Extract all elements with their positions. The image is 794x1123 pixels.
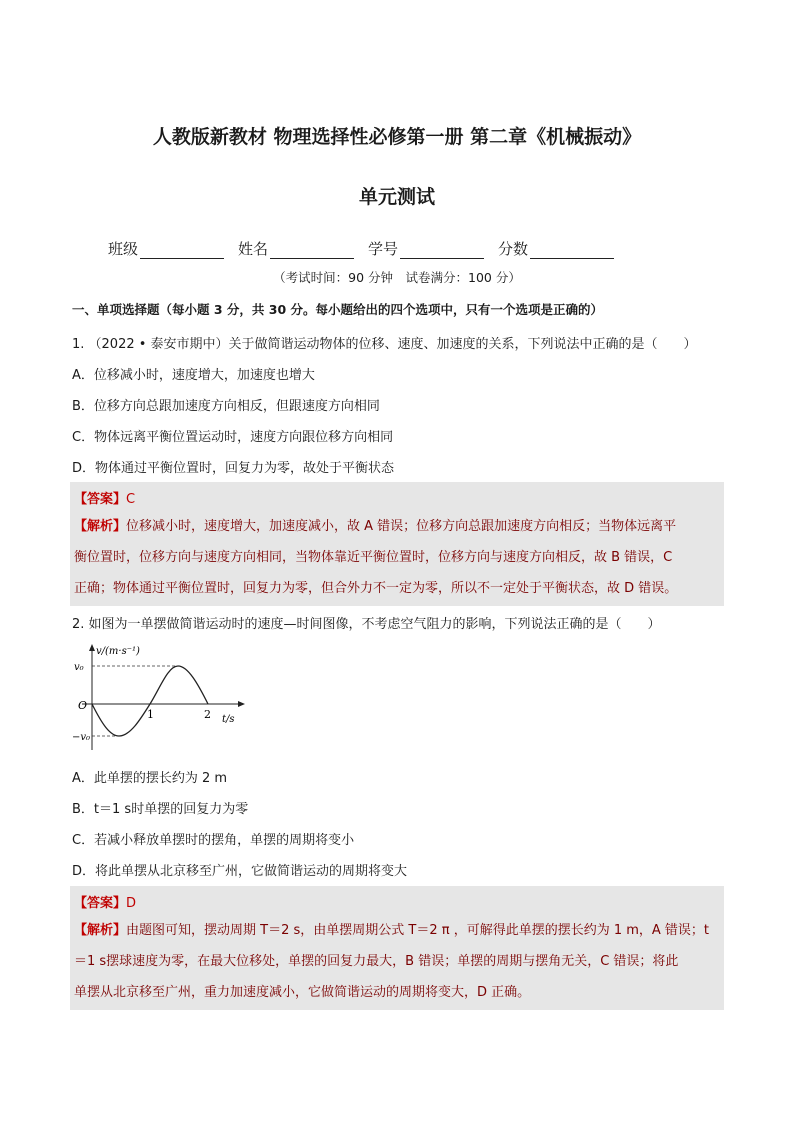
- v-axis-arrow-icon: [89, 644, 95, 651]
- tick-2-label: 2: [204, 708, 211, 721]
- score-field[interactable]: 分数: [498, 238, 614, 259]
- question-1-stem: 1. （2022 • 泰安市期中）关于做简谐运动物体的位移、速度、加速度的关系，下列说法中正确的是（ ）: [72, 337, 697, 352]
- question-1-analysis: 【解析】位移减小时，速度增大，加速度减小，故 A 错误；位移方向总跟加速度方向相反；当物体远离平 衡位置时，位移方向与速度方向相同，当物体靠近平衡位置时，位移方向与速度方向相反，故 B 错误，C 正确；物体通过平衡位置时，回复力为零，但合外力不一定为零，所以不一定处于平衡状态，故 D 错误。: [74, 519, 678, 596]
- question-2-stem: 2. 如图为一单摆做简谐运动时的速度—时间图像，不考虑空气阻力的影响，下列说法正确的是（ ）: [72, 617, 661, 632]
- question-1-answer-box: [70, 482, 724, 606]
- exam-info: （考试时间：90 分钟 试卷满分：100 分）: [273, 270, 521, 285]
- id-blank[interactable]: [400, 242, 484, 259]
- document-title: 人教版新教材 物理选择性必修第一册 第二章《机械振动》: [152, 126, 642, 148]
- question-1-answer: 【答案】C: [74, 492, 136, 507]
- t-axis-label: t/s: [222, 714, 235, 725]
- question-1-option-a: A．位移减小时，速度增大，加速度也增大: [72, 368, 315, 383]
- id-field[interactable]: 学号: [368, 238, 484, 259]
- document-subtitle: 单元测试: [358, 186, 435, 208]
- question-2-option-d: D．将此单摆从北京移至广州，它做简谐运动的周期将变大: [72, 864, 408, 879]
- name-field[interactable]: 姓名: [238, 238, 354, 259]
- question-1-option-b: B．位移方向总跟加速度方向相反，但跟速度方向相同: [72, 399, 380, 414]
- name-blank[interactable]: [270, 242, 354, 259]
- question-2-answer-box: [70, 886, 724, 1010]
- class-field[interactable]: 班级: [108, 238, 224, 259]
- question-2-option-c: C．若减小释放单摆时的摆角，单摆的周期将变小: [72, 833, 355, 848]
- t-axis-arrow-icon: [238, 701, 245, 707]
- question-2-analysis: 【解析】由题图可知，摆动周期 T＝2 s，由单摆周期公式 T＝2 π ，可解得此单摆的摆长约为 1 m，A 错误；t ＝1 s摆球速度为零，在最大位移处，单摆的回复力最大，B 错误；单摆的周期与摆角无关，C 错误；将此 单摆从北京移至广州，重力加速度减小，它做简谐运动的周期将变大，D 正确。: [74, 923, 710, 1000]
- v0-label: v₀: [74, 662, 84, 673]
- question-1-option-c: C．物体远离平衡位置运动时，速度方向跟位移方向相同: [72, 430, 394, 445]
- velocity-time-graph: [72, 642, 272, 750]
- class-blank[interactable]: [140, 242, 224, 259]
- tick-1-label: 1: [147, 708, 154, 721]
- question-1-option-d: D．物体通过平衡位置时，回复力为零，故处于平衡状态: [72, 461, 395, 476]
- neg-v0-label: −v₀: [72, 732, 91, 743]
- question-2-answer: 【答案】D: [74, 896, 137, 911]
- velocity-curve: [92, 666, 208, 736]
- section-title: 一、单项选择题（每小题 3 分，共 30 分。每小题给出的四个选项中，只有一个选项是正确的）: [72, 302, 604, 317]
- v-axis-label: v/(m·s⁻¹): [96, 646, 140, 657]
- score-blank[interactable]: [530, 242, 614, 259]
- question-2-option-a: A．此单摆的摆长约为 2 m: [72, 771, 228, 786]
- question-2-option-b: B．t＝1 s时单摆的回复力为零: [72, 802, 249, 817]
- origin-label: O: [78, 699, 88, 712]
- student-info-row: [108, 238, 614, 259]
